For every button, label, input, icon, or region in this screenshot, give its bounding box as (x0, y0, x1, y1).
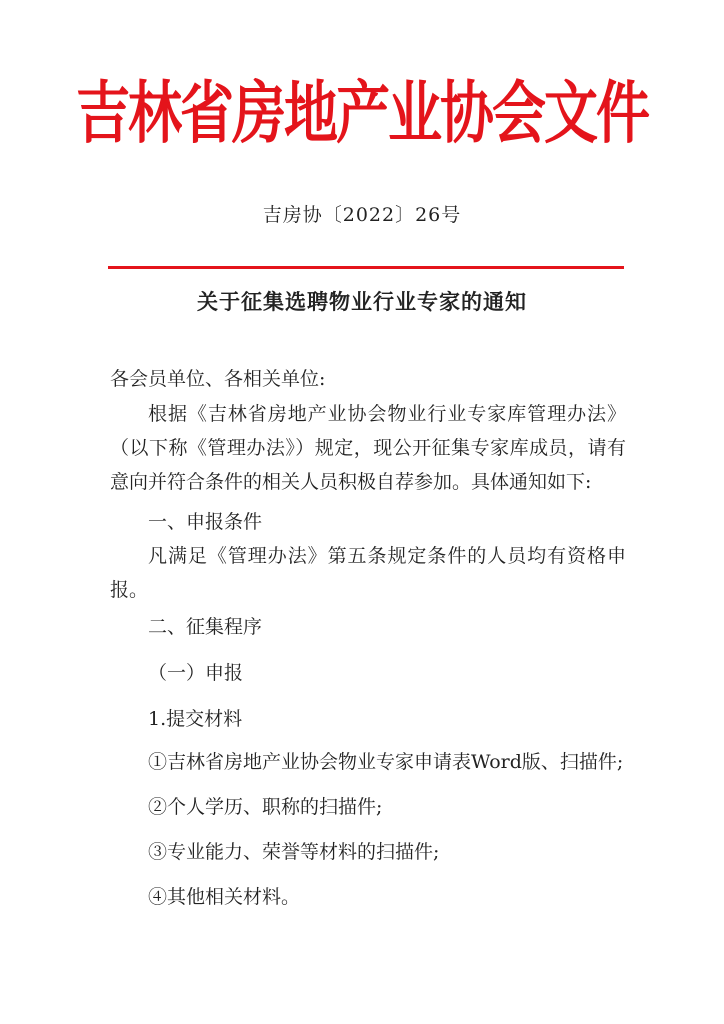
material-3-block (110, 835, 626, 869)
salutation-block (110, 362, 626, 396)
material-item: ①吉林省房地产业协会物业专家申请表Word版、扫描件; (148, 751, 624, 773)
intro-paragraph: 根据《吉林省房地产业协会物业行业专家库管理办法》（以下称《管理办法》）规定，现公开征集专家库成员，请有意向并符合条件的相关人员积极自荐参加。具体通知如下: (110, 403, 626, 493)
section2-heading: 二、征集程序 (148, 616, 263, 638)
salutation: 各会员单位、各相关单位: (110, 368, 326, 390)
notice-title: 关于征集选聘物业行业专家的通知 (197, 289, 527, 314)
subsection1-heading: （一）申报 (148, 662, 244, 684)
material-2-block (110, 790, 626, 824)
header-divider (108, 266, 624, 269)
item1-heading: 1.提交材料 (148, 708, 243, 730)
intro-block (110, 397, 626, 499)
material-4-block (110, 880, 626, 914)
material-item: ④其他相关材料。 (148, 886, 301, 908)
material-item: ③专业能力、荣誉等材料的扫描件; (148, 841, 440, 863)
section1-text: 凡满足《管理办法》第五条规定条件的人员均有资格申报。 (110, 545, 626, 601)
section1-heading: 一、申报条件 (148, 511, 263, 533)
section1-block (110, 505, 626, 607)
section2-heading-block (110, 610, 626, 644)
document-number: 吉房协〔2022〕26号 (262, 204, 462, 226)
subsection1-heading-block (110, 656, 626, 690)
material-item: ②个人学历、职称的扫描件; (148, 796, 383, 818)
material-1-block (110, 745, 626, 779)
item1-heading-block (110, 702, 626, 736)
document-header-title: 吉林省房地产业协会文件 (76, 72, 648, 153)
